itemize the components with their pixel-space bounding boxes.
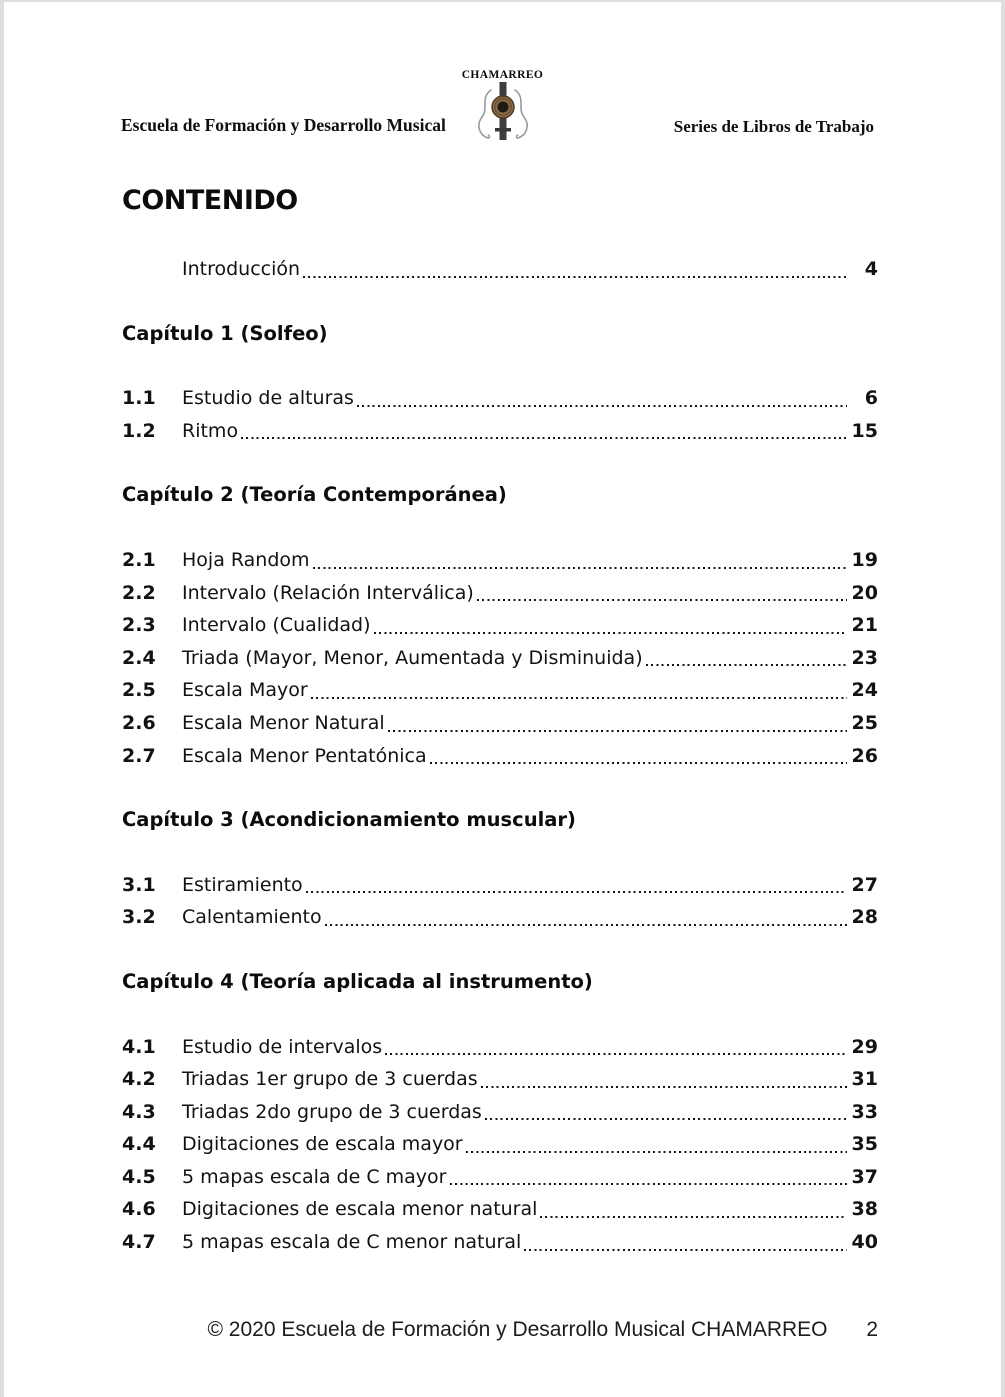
entry-label: Ritmo: [182, 419, 239, 442]
entry-number: 4.7: [122, 1231, 156, 1254]
entry-page-number: 35: [851, 1133, 878, 1156]
chapter-heading: Capítulo 4 (Teoría aplicada al instrumento): [122, 969, 593, 993]
entry-label: Escala Menor Natural: [182, 711, 385, 734]
dot-leader: [477, 599, 847, 601]
page-footer: [4, 1318, 1001, 1346]
entry-page-number: 19: [851, 548, 878, 571]
dot-leader: [385, 1053, 846, 1055]
entry-number: 2.4: [122, 646, 156, 669]
entry-page-number: 26: [851, 744, 878, 767]
entry-page-number: 29: [851, 1035, 878, 1058]
entry-number: 3.1: [122, 873, 156, 896]
dot-leader: [524, 1249, 846, 1251]
entry-page-number: 33: [851, 1100, 878, 1123]
entry-number: 1.2: [122, 419, 156, 442]
entry-label: Hoja Random: [182, 548, 310, 571]
entry-label: Triadas 1er grupo de 3 cuerdas: [182, 1068, 478, 1091]
entry-label: Calentamiento: [182, 906, 322, 929]
chapter-heading: Capítulo 3 (Acondicionamiento muscular): [122, 808, 576, 832]
dot-leader: [306, 891, 847, 893]
footer-copyright: © 2020 Escuela de Formación y Desarrollo Musical CHAMARREO: [207, 1318, 828, 1341]
chapter-heading: Capítulo 1 (Solfeo): [122, 321, 328, 345]
entry-page-number: 23: [851, 646, 878, 669]
header-school-name: Escuela de Formación y Desarrollo Musical: [121, 115, 446, 135]
toc-entry: [122, 1193, 878, 1226]
entry-label: Escala Mayor: [182, 679, 308, 702]
entry-page-number: 15: [851, 419, 878, 442]
entry-label: Escala Menor Pentatónica: [182, 744, 427, 767]
chapter-section: [122, 966, 878, 1259]
chapter-entries: [122, 544, 878, 772]
entry-page-number: 24: [851, 679, 878, 702]
toc-content: [122, 2, 878, 1259]
toc-entry-intro: [122, 253, 878, 286]
chapter-heading: Capítulo 2 (Teoría Contemporánea): [122, 483, 507, 507]
entry-number: 4.2: [122, 1068, 156, 1091]
dot-leader: [241, 437, 846, 439]
dot-leader: [311, 697, 847, 699]
entry-number: 2.2: [122, 581, 156, 604]
chapter-entries: [122, 1031, 878, 1259]
entry-label: Triada (Mayor, Menor, Aumentada y Disminuida): [182, 646, 643, 669]
entry-label: 5 mapas escala de C mayor: [182, 1165, 447, 1188]
toc-entry: [122, 1096, 878, 1129]
entry-number: 2.3: [122, 614, 156, 637]
toc-entry: [122, 740, 878, 773]
entry-label: Intervalo (Relación Interválica): [182, 581, 474, 604]
entry-number: 2.6: [122, 711, 156, 734]
entry-page-number: 6: [864, 387, 878, 410]
toc-entry: [122, 642, 878, 675]
dot-leader: [466, 1151, 847, 1153]
entry-page-number: 4: [864, 258, 878, 280]
toc-entry: [122, 1031, 878, 1064]
brand-logo-text: CHAMARREO: [461, 69, 544, 81]
entry-number: 4.4: [122, 1133, 156, 1156]
toc-entry: [122, 707, 878, 740]
entry-label: Digitaciones de escala menor natural: [182, 1198, 538, 1221]
entry-label: Triadas 2do grupo de 3 cuerdas: [182, 1100, 482, 1123]
entry-label: Introducción: [182, 258, 301, 280]
entry-label: Estudio de intervalos: [182, 1035, 383, 1058]
chapter-entries: [122, 869, 878, 934]
entry-page-number: 21: [851, 614, 878, 637]
chapter-section: [122, 479, 878, 772]
toc-entry: [122, 1128, 878, 1161]
entry-page-number: 20: [851, 581, 878, 604]
entry-number: 2.5: [122, 679, 156, 702]
toc-entry: [122, 577, 878, 610]
entry-page-number: 27: [851, 873, 878, 896]
chapter-section: [122, 318, 878, 448]
dot-leader: [450, 1183, 847, 1185]
toc-entry: [122, 1161, 878, 1194]
dot-leader: [485, 1118, 847, 1120]
entry-page-number: 40: [851, 1231, 878, 1254]
entry-number: 4.5: [122, 1165, 156, 1188]
entry-number: 4.6: [122, 1198, 156, 1221]
dot-leader: [303, 276, 847, 278]
toc-entry: [122, 1226, 878, 1259]
entry-number: 2.1: [122, 548, 156, 571]
entry-label: Digitaciones de escala mayor: [182, 1133, 463, 1156]
toc-entry: [122, 869, 878, 902]
entry-number: 4.3: [122, 1100, 156, 1123]
toc-entry: [122, 674, 878, 707]
toc-entry: [122, 609, 878, 642]
entry-label: 5 mapas escala de C menor natural: [182, 1231, 522, 1254]
dot-leader: [325, 924, 847, 926]
entry-page-number: 38: [851, 1198, 878, 1221]
dot-leader: [374, 632, 847, 634]
dot-leader: [388, 730, 847, 732]
toc-entry: [122, 544, 878, 577]
header-series-name: Series de Libros de Trabajo: [673, 117, 874, 136]
entry-label: Intervalo (Cualidad): [182, 614, 371, 637]
entry-label: Estiramiento: [182, 873, 303, 896]
toc-entry: [122, 1063, 878, 1096]
dot-leader: [313, 567, 847, 569]
entry-label: Estudio de alturas: [182, 387, 354, 410]
toc-entry: [122, 415, 878, 448]
chapter-entries: [122, 382, 878, 447]
entry-number: 4.1: [122, 1035, 156, 1058]
dot-leader: [481, 1086, 847, 1088]
toc-entry: [122, 901, 878, 934]
entry-page-number: 28: [851, 906, 878, 929]
chapter-section: [122, 804, 878, 934]
footer-page-number: 2: [866, 1318, 878, 1341]
entry-page-number: 31: [851, 1068, 878, 1091]
entry-number: 1.1: [122, 387, 156, 410]
dot-leader: [540, 1216, 846, 1218]
document-page: [4, 2, 1001, 1397]
dot-leader: [646, 664, 847, 666]
entry-number: 3.2: [122, 906, 156, 929]
entry-number: 2.7: [122, 744, 156, 767]
dot-leader: [430, 762, 847, 764]
entry-page-number: 37: [851, 1165, 878, 1188]
entry-page-number: 25: [851, 711, 878, 734]
chapter-list: [122, 318, 878, 1259]
page-title: CONTENIDO: [122, 185, 298, 216]
toc-entry: [122, 382, 878, 415]
dot-leader: [357, 405, 847, 407]
